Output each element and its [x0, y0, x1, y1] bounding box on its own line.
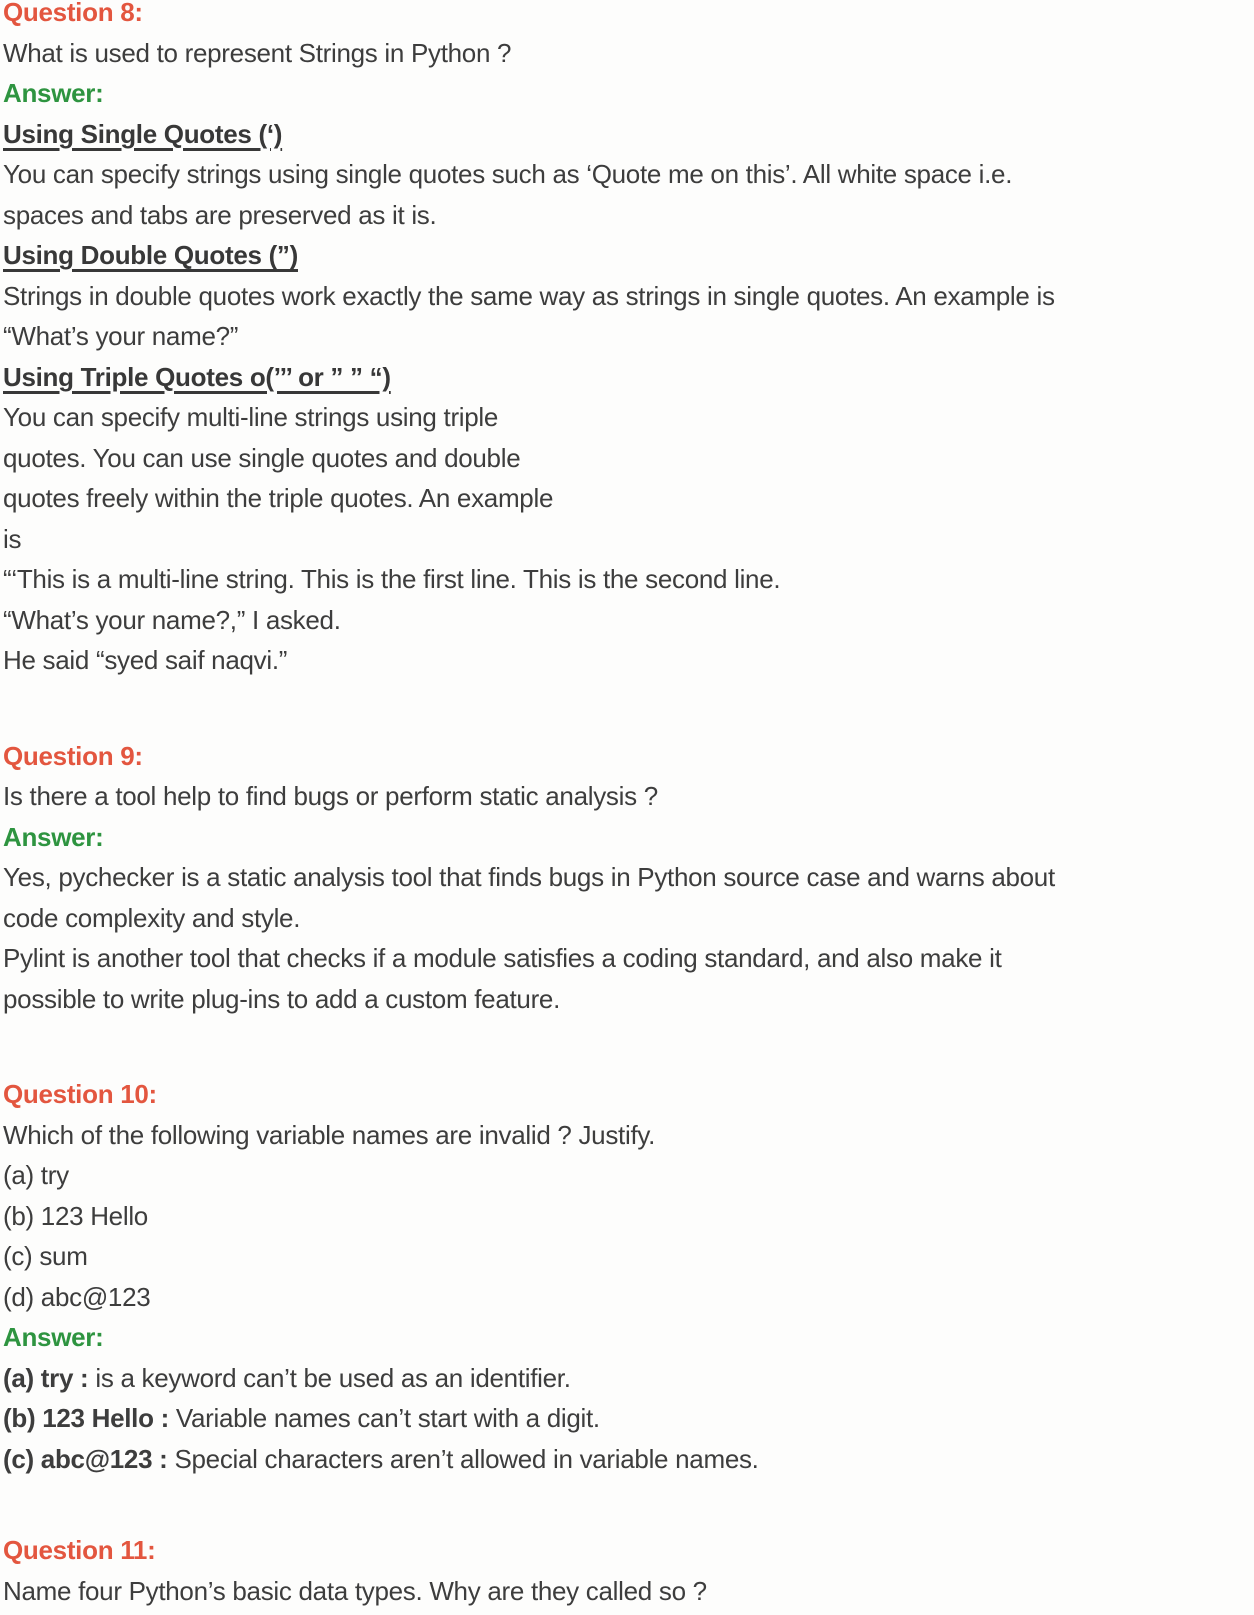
question-10-answer-label: Answer: [3, 1322, 104, 1352]
question-8-label: Question 8: [3, 0, 143, 27]
paragraph-line: Yes, pychecker is a static analysis tool that finds bugs in Python source case and warns about [3, 862, 1055, 892]
paragraph-line: Strings in double quotes work exactly the same way as strings in single quotes. An example is [3, 280, 1055, 311]
question-9-label: Question 9: [3, 740, 143, 771]
question-10-label: Question 10: [3, 1079, 157, 1109]
paragraph-line: You can specify strings using single quotes such as ‘Quote me on this’. All white space i.e. [3, 159, 1013, 189]
question-11-text: Name four Python’s basic data types. Why are they called so ? [3, 1575, 707, 1606]
option-d: (d) abc@123 [3, 1281, 151, 1312]
answer-line [3, 1358, 1254, 1399]
paragraph-line: possible to write plug-ins to add a custom feature. [3, 983, 561, 1014]
paragraph-line: is [3, 523, 22, 554]
paragraph-line: quotes freely within the triple quotes. An example [3, 483, 554, 513]
option-a: (a) try [3, 1160, 69, 1190]
question-9-answer-label: Answer: [3, 821, 104, 852]
question-8-answer-label: Answer: [3, 78, 104, 108]
question-11-section [3, 1530, 1254, 1611]
answer-definition: is a keyword can’t be used as an identifier. [88, 1362, 571, 1393]
subheading-triple-quotes: Using Triple Quotes o(’’’ or ” ” “) [3, 361, 391, 392]
question-8-text: What is used to represent Strings in Python ? [3, 37, 512, 68]
answer-term: (c) abc@123 : [3, 1443, 168, 1474]
question-9-section [3, 736, 1254, 1020]
paragraph-line: Pylint is another tool that checks if a module satisfies a coding standard, and also make it [3, 943, 1002, 973]
paragraph-line: He said “syed saif naqvi.” [3, 645, 288, 675]
paragraph-line: quotes. You can use single quotes and double [3, 442, 521, 473]
question-9-text: Is there a tool help to find bugs or perform static analysis ? [3, 781, 658, 811]
answer-line [3, 1398, 1254, 1439]
option-b: (b) 123 Hello [3, 1200, 148, 1231]
question-10-section [3, 1074, 1254, 1479]
paragraph-line: spaces and tabs are preserved as it is. [3, 199, 437, 230]
answer-definition: Variable names can’t start with a digit. [168, 1403, 600, 1433]
answer-term: (a) try : [3, 1362, 89, 1393]
section-gap [3, 1019, 1254, 1074]
paragraph-line: “‘This is a multi-line string. This is the first line. This is the second line. [3, 564, 781, 594]
paragraph-line: You can specify multi-line strings using triple [3, 402, 499, 432]
section-gap [3, 681, 1254, 736]
subheading-double-quotes: Using Double Quotes (”) [3, 240, 298, 270]
paragraph-line: “What’s your name?” [3, 321, 239, 351]
paragraph-line: “What’s your name?,” I asked. [3, 604, 341, 635]
question-11-label: Question 11: [3, 1535, 156, 1565]
option-c: (c) sum [3, 1241, 88, 1271]
answer-term: (b) 123 Hello : [3, 1403, 169, 1433]
section-gap [3, 1479, 1254, 1530]
answer-line [3, 1439, 1254, 1480]
answer-definition: Special characters aren’t allowed in variable names. [167, 1443, 759, 1474]
question-10-text: Which of the following variable names are invalid ? Justify. [3, 1119, 656, 1150]
subheading-single-quotes: Using Single Quotes (‘) [3, 118, 283, 149]
paragraph-line: code complexity and style. [3, 902, 301, 933]
question-8-section [3, 0, 1254, 681]
